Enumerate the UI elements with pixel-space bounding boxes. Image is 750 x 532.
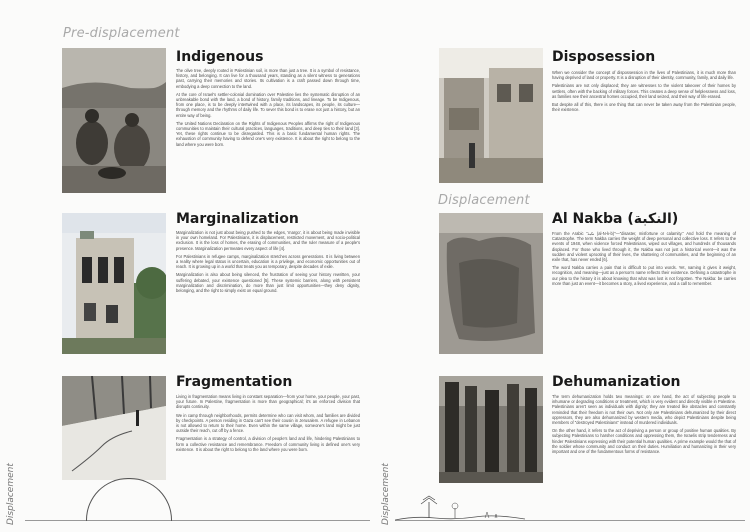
fragmentation-title: Fragmentation <box>176 374 293 390</box>
dehumanization-paragraph: The term dehumanization holds two meanings: on one hand, the act of subjecting people to inhumane or degrading conditions or treatment, which is very evident and directly visible in Palestine. Palestinians aren't seen as individuals with dignity; they are treated like obstacles and constantly reminded that their freedom is not their own. Not only are Palestinians dehumanized by their direct oppressors, they are also dehumanized by western media, who depict Palestinians despite being members of "destroyed Palestinians" instead of murdered individuals. <box>552 394 736 426</box>
nakba-paragraph: From the Arabic "نكبة (al-N-k-b)"—"disaster, misfortune or calamity." And hold the meaning of Catastrophe. The term Nakba carries the weight of deep personal and collective loss. It refers to the events of 1948, when violence forced Palestinians, wiped out villages, and hundreds of thousands displaced. For those who lived through it, the Nakba was not just a historical event—it was the sudden and violent uprooting of their lives, the shattering of communities, and the beginning of an exile that, has never ended [6]. <box>552 231 736 263</box>
label-pre-displacement: Pre-displacement <box>63 26 180 41</box>
footer-line-left <box>25 520 370 521</box>
dehumanization-text <box>552 394 736 457</box>
side-label-left: Displacement <box>6 463 16 525</box>
dispossession-photo <box>439 48 543 183</box>
dispossession-paragraph: Palestinians are not only displaced; they are witnesses to the violent takeover of their homes by settlers, often with the backing of military forces. This creates a deep sense of helplessness and loss, as families see their ancestral homes occupied, their land seized, and their way of life erased. <box>552 83 736 99</box>
nakba-text <box>552 231 736 289</box>
dispossession-text <box>552 70 736 115</box>
fragmentation-paragraph: Living in fragmentation means living in constant separation—from your home, your people, your past, your future. In Palestine, fragmentation is more than geographical; it's an enforced division that disrupts continuity. <box>176 394 360 410</box>
indigenous-text <box>176 68 360 150</box>
dehumanization-photo <box>439 376 543 483</box>
landscape-sketch-icon <box>395 488 525 522</box>
nakba-title: Al Nakba (النكبة) <box>552 211 679 227</box>
sun-circle-left <box>86 478 172 521</box>
dispossession-paragraph: But despite all of this, there is one thing that can never be taken away from the Palestinian people, their existence. <box>552 102 736 113</box>
marginalization-paragraph: Marginalization is also about being silenced, the frustration of seeing your history rewritten, your suffering debated, your existence questioned [5]. These systemic barriers, along with persistent marginalization and discrimination, do more than just limit opportunities—they deny dignity, belonging, and the right to simply exist on equal ground. <box>176 272 360 294</box>
dispossession-title: Disposession <box>552 49 656 65</box>
dehumanization-paragraph: On the other hand, it refers to the act of depriving a person or group of positive human qualities. By subjecting Palestinians to harsher conditions and oppressing them, the Israelis strip tenderness and hinder Palestinians expressing with their potential human qualities. A prime example would the that of the soldier whose community and conduct on their duties. Humiliation and humanizing in their very important and one of the fundamentous forms of resistance. <box>552 428 736 455</box>
marginalization-photo <box>62 213 166 354</box>
dispossession-paragraph: When we consider the concept of dispossession in the lives of Palestinians, it is much more than having deprived of land or property. It is a disruption of their identity, community, family, and daily life. <box>552 70 736 81</box>
nakba-paragraph: The word Nakba carries a pain that is difficult to put into words. Yet, naming it gives it weight, recognition, and meaning—just as a person's name reflects their existence. Defining a catastrophe in our plea to the history it is about knowing that what was lost is not forgotten. The Nakba: be carries more than just an event—it becomes a story, a lived experience, and a call to remember. <box>552 265 736 286</box>
nakba-photo <box>439 213 543 354</box>
fragmentation-paragraph: We in camp through neighborhoods, permits determine who can visit whom, and families are divided by checkpoints. A person residing in Gaza can't see their cousin in Jerusalem. A refugee in Lebanon is not allowed to return to their home. Even within the same village, someone's land might be just outside their reach, cut off by a fence. <box>176 412 360 434</box>
fragmentation-paragraph: Fragmentation is a strategy of control, a division of people's land and life, hindering Palestinians to form a collective resistance and remembrance. Freedom of community living is defined one's very existence. It is about the right to belong to the land where you were born. <box>176 436 360 452</box>
label-displacement: Displacement <box>438 193 530 208</box>
dehumanization-title: Dehumanization <box>552 374 681 390</box>
indigenous-paragraph: The United Nations Declaration on the Rights of Indigenous Peoples affirms the right of Indigenous communities to maintain their cultural practices, languages, traditions, and deep ties to their land [3]. Yet, these rights continue to be disregarded. This is a basic fundamental human rights. The exhaustion of community having to defend one's very existence. It is about the right to belong to the land where you were born. <box>176 120 360 147</box>
fragmentation-photo <box>62 376 166 480</box>
indigenous-photo <box>62 48 166 193</box>
marginalization-paragraph: Marginalization is not just about being pushed to the edges, 'margo', it is about being made invisible in your own homeland. For Palestinians, it is displacement, restricted movement, and socio-political exclusion. It is the loss of homes, the erasing of communities, and the ruler measure of a people's presence. Marginalization permeates every aspect of life [4]. <box>176 230 360 251</box>
indigenous-title: Indigenous <box>176 49 264 65</box>
side-label-middle: Displacement <box>381 463 391 525</box>
indigenous-paragraph: The olive tree, deeply rooted in Palestinian soil, is more than just a tree. It is a symbol of resistance, history, and belonging. It can live for a thousand years, standing as a silent witness to generations past, carrying their memories and stories. Its cultivation is a craft passed down through time, embodying a deep connection to the land. <box>176 68 360 89</box>
indigenous-paragraph: At the core of Israel's settler-colonial domination over Palestine lies the systematic disruption of an unbreakable bond with the land, a bond of history, family traditions, and lineage. To be Indigenous, from one place, is to be deeply intertwined with a place, its landscapes, its people, its culture—through memory and the rhythms of daily life. To sever this bond is to erase not just a history, but an entire way of being. <box>176 91 360 118</box>
marginalization-paragraph: For Palestinians in refugee camps, marginalization stretches across generations. It is living between a reality where legal status is uncertain, education is a privilege, and economic opportunities out of reach. It is growing up in a world that treats you as temporary, despite decades of exile. <box>176 253 360 270</box>
marginalization-text <box>176 230 360 296</box>
fragmentation-text <box>176 394 360 455</box>
marginalization-title: Marginalization <box>176 211 299 227</box>
